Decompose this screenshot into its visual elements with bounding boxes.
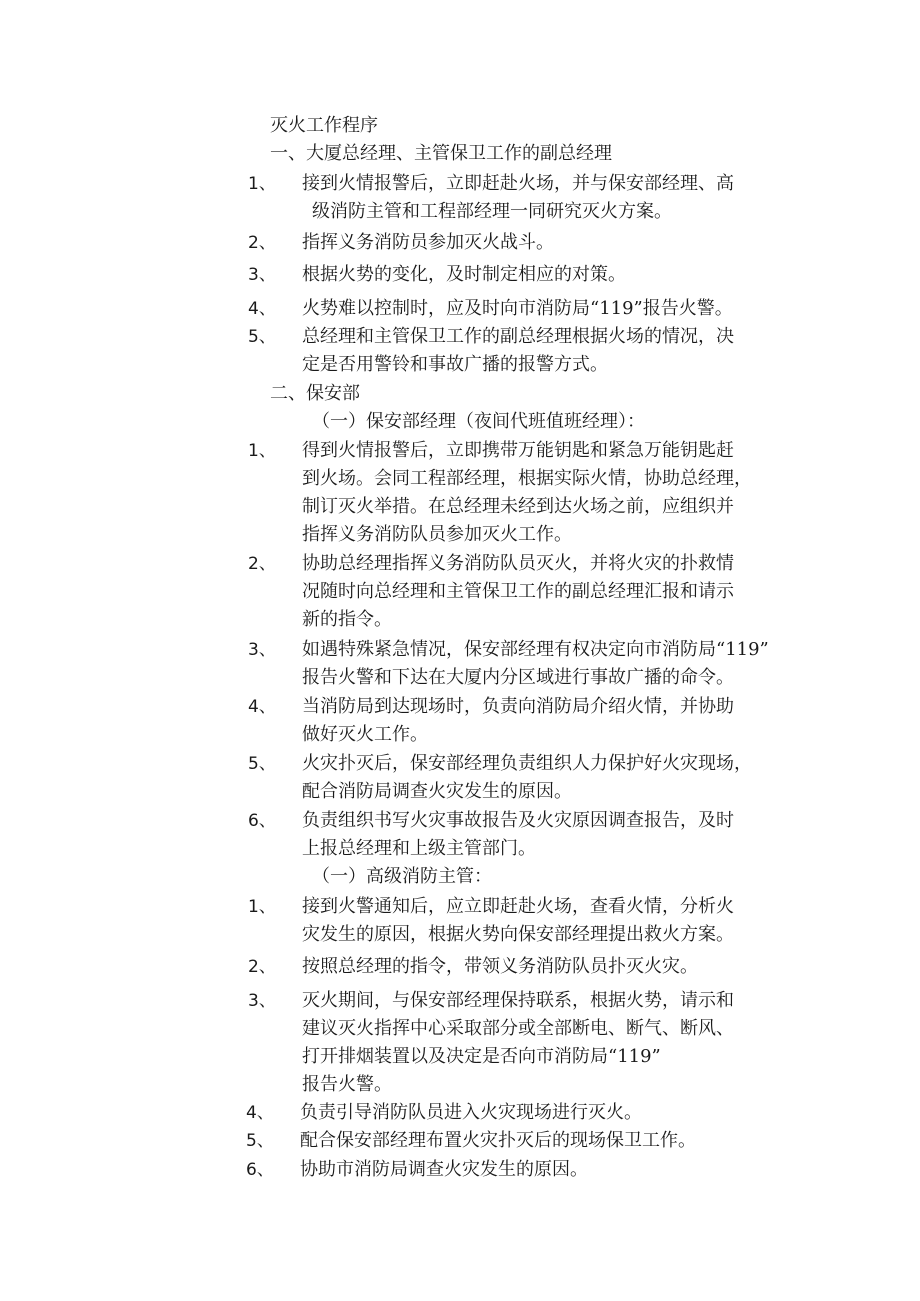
s2b-item-6-line-1: 协助市消防局调查火灾发生的原因。 [300, 1159, 588, 1180]
s2a-item-3-line-2: 报告火警和下达在大厦内分区域进行事故广播的命令。 [302, 667, 734, 688]
s2b-item-1-number: 1、 [248, 897, 276, 917]
s2a-item-1-line-4: 指挥义务消防队员参加灭火工作。 [302, 524, 572, 545]
s2a-item-1-line-1: 得到火情报警后，立即携带万能钥匙和紧急万能钥匙赶 [302, 440, 734, 461]
s1-item-5-line-2: 定是否用警铃和事故广播的报警方式。 [302, 354, 608, 375]
s1-item-3-number: 3、 [248, 265, 276, 285]
s2a-item-2-number: 2、 [248, 554, 276, 574]
s2a-item-2-line-2: 况随时向总经理和主管保卫工作的副总经理汇报和请示 [302, 581, 734, 602]
s2a-item-6-line-2: 上报总经理和上级主管部门。 [302, 838, 536, 859]
s2a-item-5-line-1: 火灾扑灭后，保安部经理负责组织人力保护好火灾现场， [302, 753, 752, 774]
s1-item-5-number: 5、 [248, 327, 276, 347]
s2b-item-2-line-1: 按照总经理的指令，带领义务消防队员扑灭火灾。 [302, 956, 698, 977]
s1-item-2-line-1: 指挥义务消防员参加灭火战斗。 [302, 232, 554, 253]
s2b-item-3-line-1: 灭火期间，与保安部经理保持联系，根据火势，请示和 [302, 990, 734, 1011]
s1-item-5-line-1: 总经理和主管保卫工作的副总经理根据火场的情况，决 [302, 326, 734, 347]
s2a-item-5-line-2: 配合消防局调查火灾发生的原因。 [302, 781, 572, 802]
s2b-item-4-line-1: 负责引导消防队员进入火灾现场进行灭火。 [300, 1102, 642, 1123]
s2b-item-3-line-2: 建议灭火指挥中心采取部分或全部断电、断气、断风、 [302, 1018, 734, 1039]
s2a-item-6-line-1: 负责组织书写火灾事故报告及火灾原因调查报告，及时 [302, 810, 734, 831]
s2a-item-5-number: 5、 [248, 754, 276, 774]
page-title: 灭火工作程序 [270, 115, 378, 136]
s1-item-2-number: 2、 [248, 233, 276, 253]
s1-item-1-line-2: 级消防主管和工程部经理一同研究灭火方案。 [312, 201, 672, 222]
section-2-sub-2-heading: （一）高级消防主管： [312, 866, 492, 887]
s2b-item-1-line-1: 接到火警通知后，应立即赶赴火场，查看火情，分析火 [302, 896, 734, 917]
s1-item-4-line-1: 火势难以控制时，应及时向市消防局“119”报告火警。 [302, 298, 733, 319]
s1-item-1-number: 1、 [248, 174, 276, 194]
s2a-item-1-line-3: 制订灭火举措。在总经理未经到达火场之前，应组织并 [302, 496, 734, 517]
s2b-item-4-number: 4、 [246, 1103, 274, 1123]
s1-item-4-number: 4、 [248, 299, 276, 319]
s2b-item-2-number: 2、 [248, 957, 276, 977]
s2b-item-5-number: 5、 [246, 1131, 274, 1151]
s2b-item-3-line-4: 报告火警。 [302, 1074, 392, 1095]
s2a-item-2-line-3: 新的指令。 [302, 609, 392, 630]
s2a-item-4-line-1: 当消防局到达现场时，负责向消防局介绍火情，并协助 [302, 696, 734, 717]
s2b-item-6-number: 6、 [246, 1160, 274, 1180]
s1-item-1-line-1: 接到火情报警后，立即赶赴火场，并与保安部经理、高 [302, 173, 734, 194]
s2a-item-3-number: 3、 [248, 640, 276, 660]
section-1-heading: 一、大厦总经理、主管保卫工作的副总经理 [270, 143, 612, 164]
s2b-item-3-line-3: 打开排烟装置以及决定是否向市消防局“119” [302, 1046, 661, 1067]
s2a-item-3-line-1: 如遇特殊紧急情况，保安部经理有权决定向市消防局“119” [302, 639, 769, 660]
section-2-sub-1-heading: （一）保安部经理（夜间代班值班经理）： [312, 411, 645, 432]
s2a-item-4-number: 4、 [248, 697, 276, 717]
s2a-item-4-line-2: 做好灭火工作。 [302, 724, 428, 745]
s2a-item-2-line-1: 协助总经理指挥义务消防队员灭火，并将火灾的扑救情 [302, 553, 734, 574]
s2b-item-1-line-2: 灾发生的原因，根据火势向保安部经理提出救火方案。 [302, 924, 734, 945]
s2a-item-1-line-2: 到火场。会同工程部经理，根据实际火情，协助总经理， [302, 468, 752, 489]
s2b-item-5-line-1: 配合保安部经理布置火灾扑灭后的现场保卫工作。 [300, 1130, 696, 1151]
s1-item-3-line-1: 根据火势的变化，及时制定相应的对策。 [302, 264, 626, 285]
s2a-item-1-number: 1、 [248, 441, 276, 461]
s2a-item-6-number: 6、 [248, 811, 276, 831]
s2b-item-3-number: 3、 [248, 991, 276, 1011]
section-2-heading: 二、保安部 [270, 383, 360, 404]
